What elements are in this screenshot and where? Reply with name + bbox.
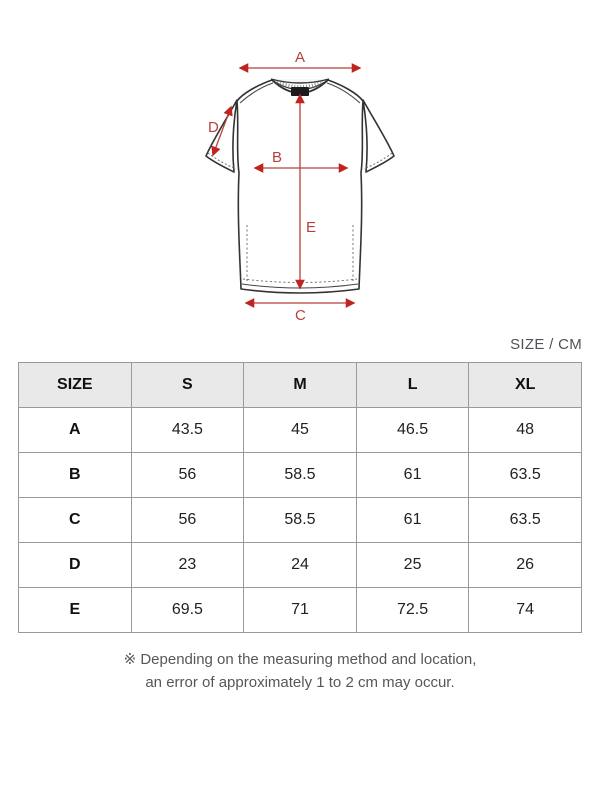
size-table-header-l: L [356,363,469,408]
collar-brand-tag [291,87,309,96]
table-row [19,408,582,453]
cell-value: 58.5 [244,498,357,543]
cell-value: 72.5 [356,588,469,633]
measure-label-d: D [208,119,219,136]
table-row [19,543,582,588]
cell-value: 58.5 [244,453,357,498]
measure-label-e: E [306,219,317,236]
cell-value: 71 [244,588,357,633]
cell-value: 25 [356,543,469,588]
cell-value: 69.5 [131,588,244,633]
cell-value: 61 [356,453,469,498]
measurement-disclaimer [0,648,600,695]
row-label: B [19,453,132,498]
cell-value: 63.5 [469,453,582,498]
cell-value: 61 [356,498,469,543]
size-table-header-m: M [244,363,357,408]
disclaimer-line-2: an error of approximately 1 to 2 cm may occur. [145,674,455,692]
cell-value: 26 [469,543,582,588]
measure-label-c: C [295,307,306,324]
tshirt-measurement-diagram [0,0,600,336]
cell-value: 23 [131,543,244,588]
table-row [19,588,582,633]
cell-value: 63.5 [469,498,582,543]
tshirt-right-sleeve [363,100,394,172]
cell-value: 43.5 [131,408,244,453]
row-label: E [19,588,132,633]
cell-value: 56 [131,453,244,498]
cell-value: 56 [131,498,244,543]
measure-label-a: A [295,49,306,66]
row-label: D [19,543,132,588]
cell-value: 74 [469,588,582,633]
cell-value: 45 [244,408,357,453]
size-table-header-size: SIZE [19,363,132,408]
size-unit-label: SIZE / CM [510,336,582,353]
disclaimer-line-1: ※ Depending on the measuring method and location, [123,651,477,668]
cell-value: 24 [244,543,357,588]
measure-label-b: B [272,149,283,166]
tshirt-diagram-svg [0,0,600,336]
size-table [18,362,582,633]
cell-value: 46.5 [356,408,469,453]
size-table-header-row [19,363,582,408]
size-table-header-s: S [131,363,244,408]
table-row [19,453,582,498]
row-label: A [19,408,132,453]
table-row [19,498,582,543]
cell-value: 48 [469,408,582,453]
row-label: C [19,498,132,543]
tshirt-left-sleeve [206,100,237,172]
size-table-header-xl: XL [469,363,582,408]
